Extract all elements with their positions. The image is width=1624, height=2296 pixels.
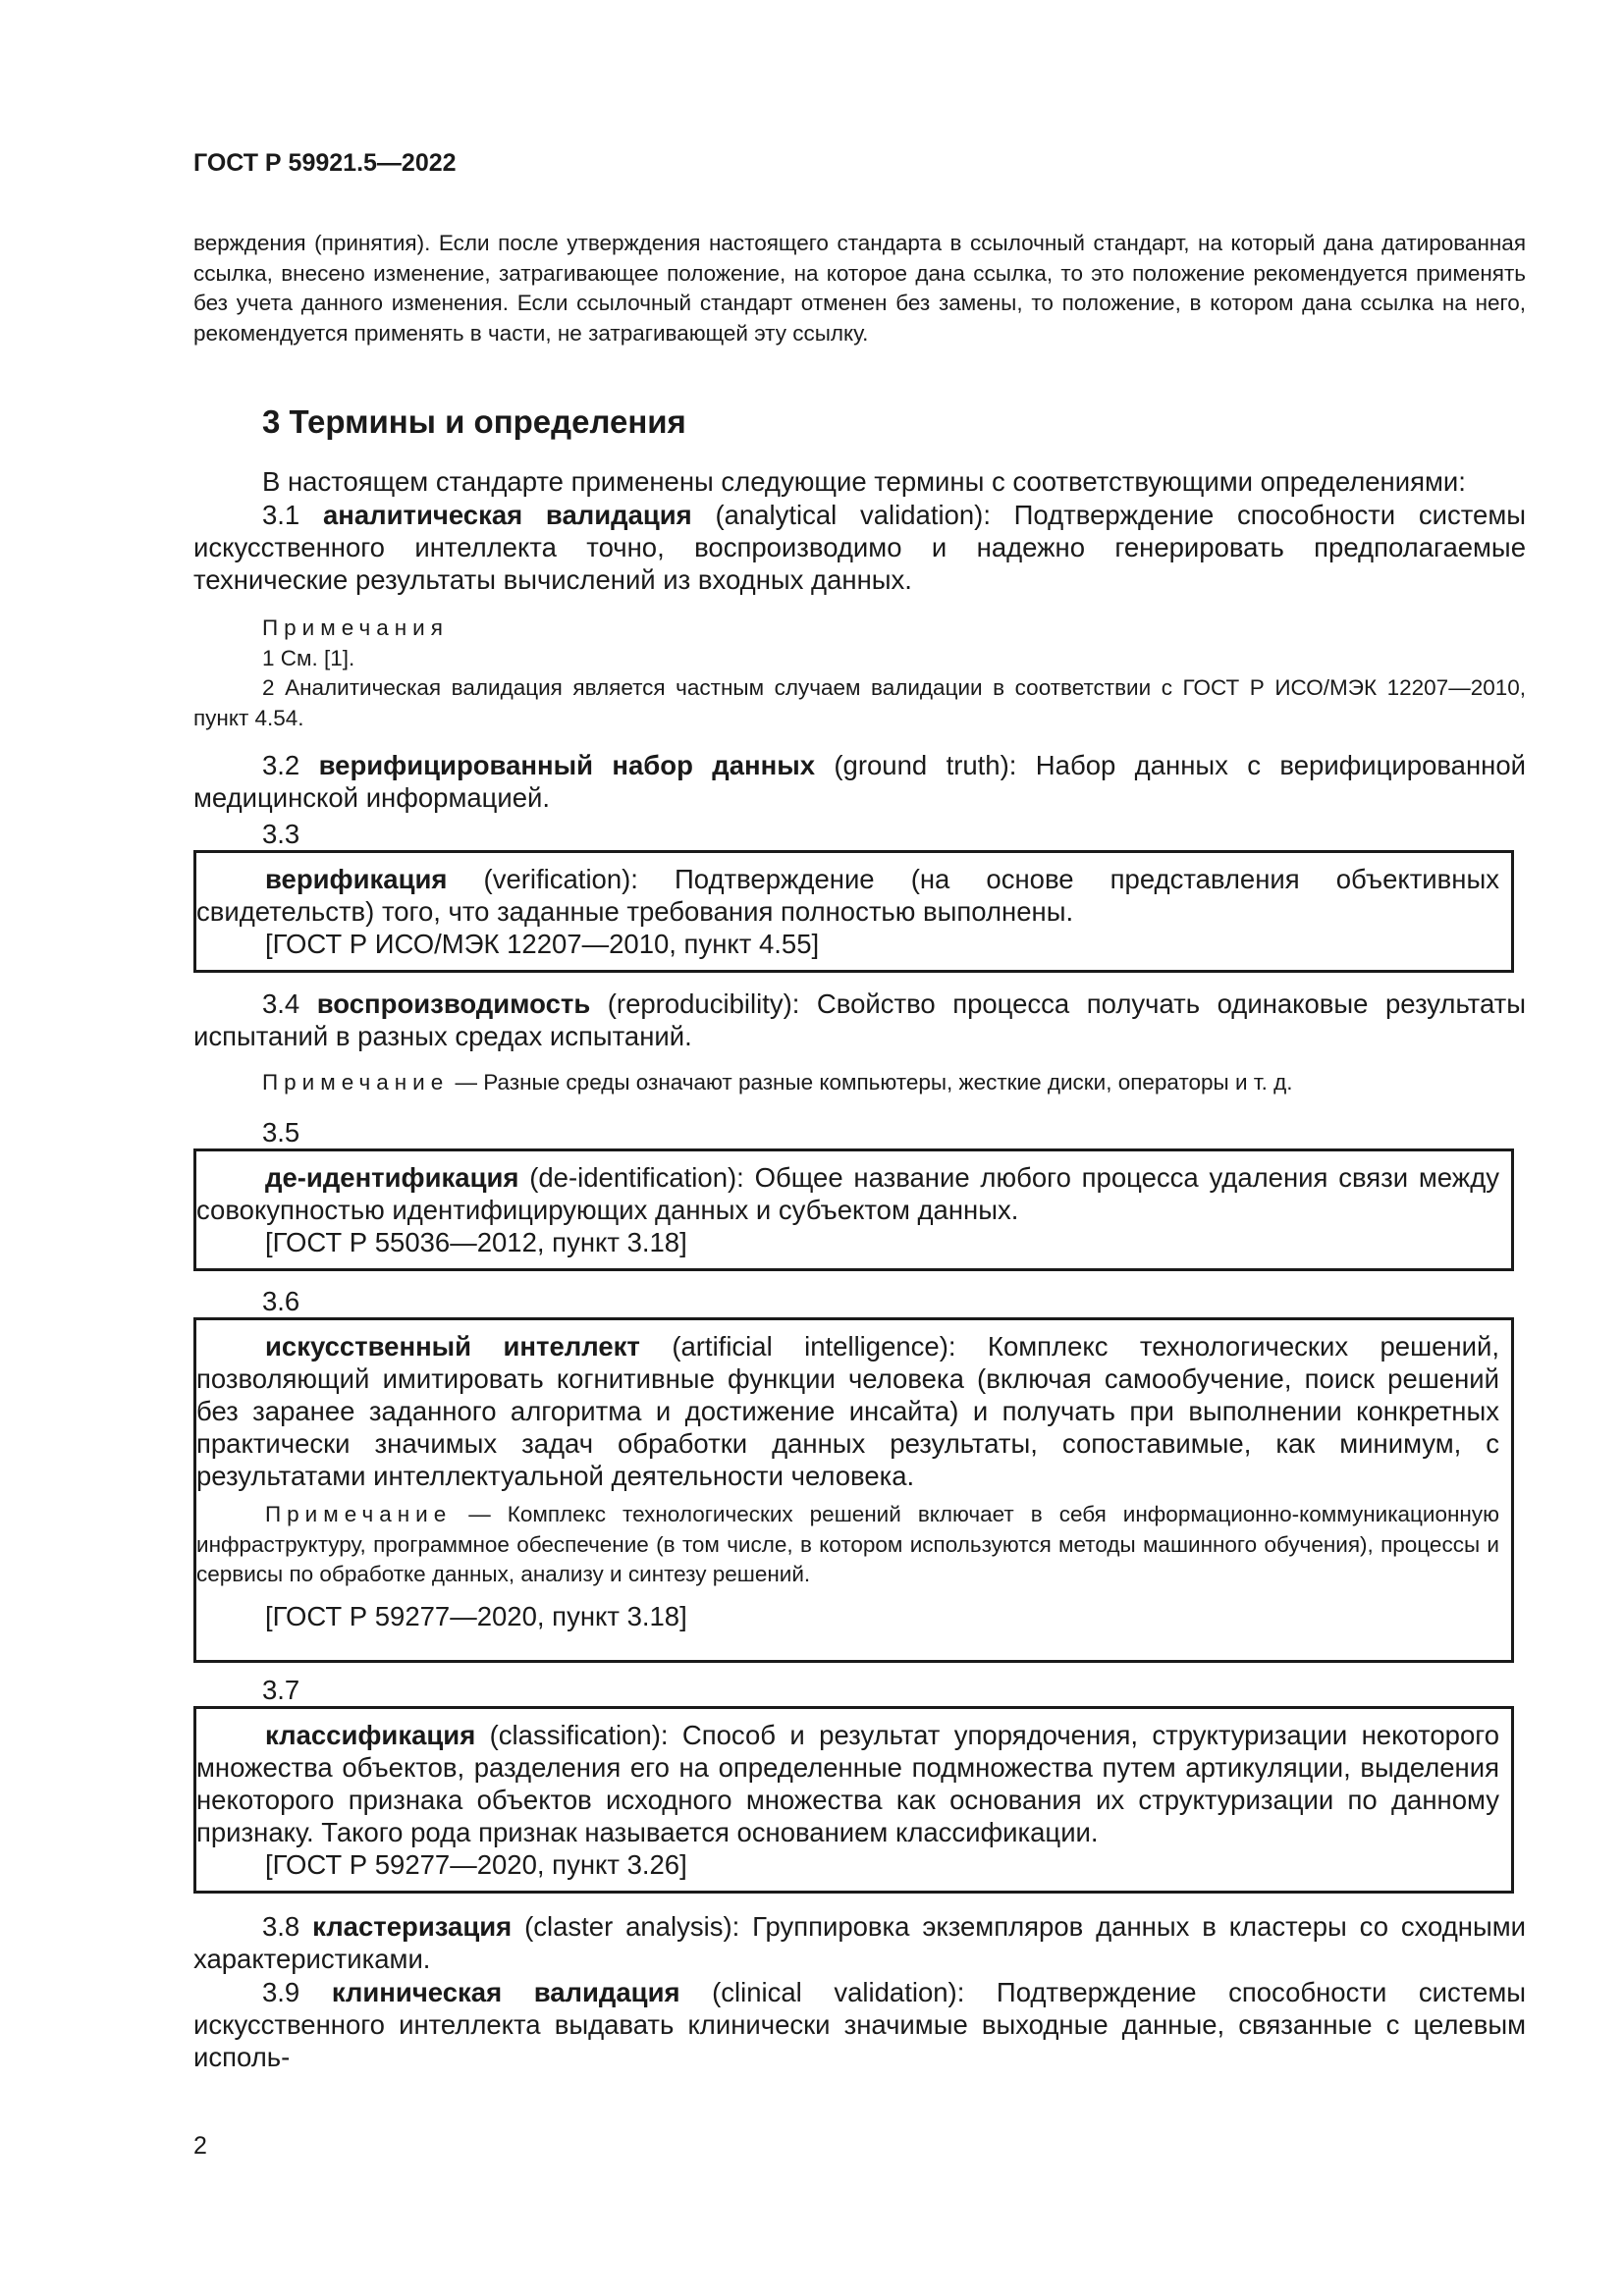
note-label: Примечание bbox=[265, 1502, 453, 1526]
note-text: — Разные среды означают разные компьютеры, жесткие диски, операторы и т. д. bbox=[449, 1070, 1293, 1095]
notes-3-1 bbox=[193, 614, 1526, 733]
term-name: искусственный интеллект bbox=[265, 1331, 640, 1362]
intro-paragraph: верждения (принятия). Если после утверждения настоящего стандарта в ссылочный стандарт, на который дана датированная ссылка, внесено изменение, затрагивающее положение, на которое дана ссылка, то это положение рекомендуется применять без учета данного изменения. Если ссылочный стандарт отменен без замены, то положение, в котором дана ссылка на него, рекомендуется применять в части, не затрагивающей эту ссылку. bbox=[193, 231, 1526, 346]
term-definition: (classification): Способ и результат упорядочения, структуризации некоторого множества объектов, разделения его на определенные подмножества путем артикуляции, выделения некоторого признака объектов исходного множества как основания их структуризации по данному признаку. Такого рода признак называется основанием классификации. bbox=[196, 1720, 1499, 1847]
note-label: Примечание bbox=[262, 1070, 450, 1095]
term-definition: (claster analysis): Группировка экземпляров данных в кластеры со сходными характеристиками. bbox=[193, 1911, 1527, 1974]
term-definition: (verification): Подтверждение (на основе представления объективных свидетельств) того, что заданные требования полностью выполнены. bbox=[196, 864, 1499, 927]
term-number-3-7: 3.7 bbox=[262, 1675, 300, 1705]
term-name: воспроизводимость bbox=[316, 988, 591, 1019]
term-name: верификация bbox=[265, 864, 448, 894]
term-3-1 bbox=[193, 499, 1526, 596]
note-3-4 bbox=[193, 1068, 1595, 1098]
term-source: [ГОСТ Р 59277—2020, пункт 3.26] bbox=[265, 1849, 687, 1880]
page-number: 2 bbox=[193, 2132, 207, 2160]
document-header: ГОСТ Р 59921.5—2022 bbox=[193, 149, 457, 177]
term-definition: (ground truth): Набор данных с верифицированной медицинской информацией. bbox=[193, 750, 1526, 813]
term-number: 3.2 bbox=[262, 750, 300, 780]
term-name: аналитическая валидация bbox=[322, 500, 692, 530]
term-source: [ГОСТ Р 59277—2020, пункт 3.18] bbox=[265, 1600, 687, 1631]
term-definition: (artificial intelligence): Комплекс технологических решений, позволяющий имитировать когнитивные функции человека (включая самообучение, поиск решений без заранее заданного алгоритма и достижение инсайта) и получать при выполнении конкретных практически значимых задач обработки данных результаты, сопоставимые, как минимум, с результатами интеллектуальной деятельности человека. bbox=[196, 1331, 1499, 1491]
term-number-3-3: 3.3 bbox=[262, 819, 300, 849]
term-number-3-5: 3.5 bbox=[262, 1117, 300, 1148]
term-number-3-6: 3.6 bbox=[262, 1286, 300, 1316]
term-3-9 bbox=[193, 1976, 1526, 2073]
term-number: 3.4 bbox=[262, 988, 300, 1019]
note-3-6 bbox=[196, 1500, 1499, 1590]
term-name: де-идентификация bbox=[265, 1162, 519, 1193]
term-3-8 bbox=[193, 1910, 1526, 1975]
term-source: [ГОСТ Р ИСО/МЭК 12207—2010, пункт 4.55] bbox=[265, 929, 820, 959]
section-heading: 3 Термины и определения bbox=[262, 403, 686, 440]
note-text: — Комплекс технологических решений включает в себя информационно-коммуникационную инфраструктуру, программное обеспечение (в том числе, в котором используются методы машинного обучения), процессы и сервисы по обработке данных, анализу и синтезу решений. bbox=[196, 1502, 1499, 1586]
term-number: 3.9 bbox=[262, 1977, 300, 2007]
term-name: классификация bbox=[265, 1720, 476, 1750]
notes-label: Примечания bbox=[262, 615, 449, 640]
section-intro: В настоящем стандарте применены следующие термины с соответствующими определениями: bbox=[262, 466, 1466, 497]
term-name: кластеризация bbox=[312, 1911, 513, 1942]
term-name: верифицированный набор данных bbox=[318, 750, 816, 780]
term-source: [ГОСТ Р 55036—2012, пункт 3.18] bbox=[265, 1227, 687, 1257]
term-box-3-6 bbox=[193, 1317, 1514, 1663]
term-box-3-3 bbox=[193, 850, 1514, 973]
term-number: 3.1 bbox=[262, 500, 300, 530]
term-box-3-5 bbox=[193, 1148, 1514, 1271]
term-definition: (analytical validation): Подтверждение способности системы искусственного интеллекта точно, воспроизводимо и надежно генерировать предполагаемые технические результаты вычислений из входных данных. bbox=[193, 500, 1527, 595]
note-1: 1 См. [1]. bbox=[262, 645, 355, 670]
term-definition: (clinical validation): Подтверждение способности системы искусственного интеллекта выдавать клинически значимые выходные данные, связанные с целевым исполь- bbox=[193, 1977, 1527, 2072]
term-box-3-7 bbox=[193, 1706, 1514, 1894]
note-2: 2 Аналитическая валидация является частным случаем валидации в соответствии с ГОСТ Р ИСО/МЭК 12207—2010, пункт 4.54. bbox=[193, 675, 1526, 730]
term-definition: (de-identification): Общее название любого процесса удаления связи между совокупностью идентифицирующих данных и субъектом данных. bbox=[196, 1162, 1499, 1225]
term-3-2 bbox=[193, 749, 1526, 814]
term-definition: (reproducibility): Свойство процесса получать одинаковые результаты испытаний в разных средах испытаний. bbox=[193, 988, 1526, 1051]
term-3-4 bbox=[193, 988, 1526, 1052]
term-name: клиническая валидация bbox=[331, 1977, 680, 2007]
term-number: 3.8 bbox=[262, 1911, 300, 1942]
